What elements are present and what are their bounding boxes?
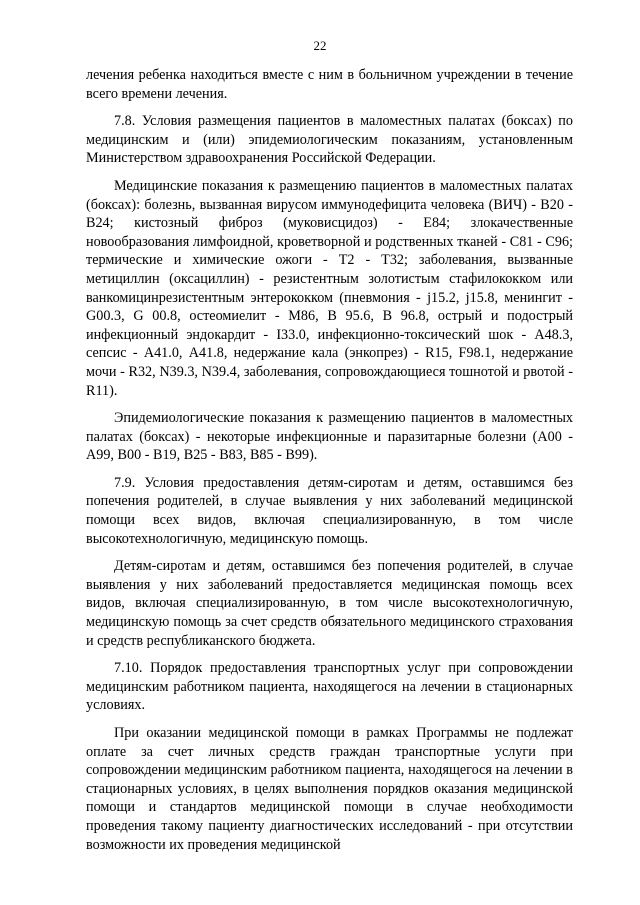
- epidemiological-indications-paragraph: Эпидемиологические показания к размещению пациентов в маломестных палатах (боксах) - некоторые инфекционные и паразитарные болезни (А00 - А99, В00 - В19, В25 - В83, В85 - В99).: [86, 410, 573, 464]
- paragraph-continuation: лечения ребенка находиться вместе с ним в больничном учреждении в течение всего времени лечения.: [86, 67, 573, 102]
- page-number: 22: [313, 38, 327, 53]
- section-7-10-heading: 7.10. Порядок предоставления транспортных услуг при сопровождении медицинским работником пациента, находящегося на лечении в стационарных условиях.: [86, 660, 573, 714]
- transport-services-paragraph: При оказании медицинской помощи в рамках Программы не подлежат оплате за счет личных средств граждан транспортные услуги при сопровождении медицинским работником пациента, находящегося на лечении в стационарных условиях, в целях выполнения порядков оказания медицинской помощи и стандартов медицинской помощи в случае необходимости проведения такому пациенту диагностических исследований - при отсутствии возможности их проведения медицинской: [86, 725, 573, 853]
- document-body: [86, 66, 573, 863]
- medical-indications-paragraph: Медицинские показания к размещению пациентов в маломестных палатах (боксах): болезнь, вызванная вирусом иммунодефицита человека (ВИЧ) - В20 - В24; кистозный фиброз (муковисцидоз) - Е84; злокачественные новообразования лимфоидной, кроветворной и родственных тканей - С81 - С96; термические и химические ожоги - Т2 - Т32; заболевания, вызванные метициллин (оксациллин) - резистентным золотистым стафилококком или ванкомицинрезистентным энтерококком (пневмония - j15.2, j15.8, менингит - G00.3, G 00.8, остеомиелит - М86, В 95.6, В 96.8, острый и подострый инфекционный эндокардит - I33.0, инфекционно-токсический шок - А48.3, сепсис - А41.0, А41.8, недержание кала (энкопрез) - R15, F98.1, недержание мочи - R32, N39.3, N39.4, заболевания, сопровождающиеся тошнотой и рвотой - R11).: [86, 177, 573, 399]
- section-7-9-heading: 7.9. Условия предоставления детям-сиротам и детям, оставшимся без попечения родителей, в случае выявления у них заболеваний медицинской помощи всех видов, включая специализированную, в том числе высокотехнологичную, медицинскую помощь.: [86, 474, 573, 547]
- orphans-care-paragraph: Детям-сиротам и детям, оставшимся без попечения родителей, в случае выявления у них заболеваний предоставляется медицинская помощь всех видов, включая специализированную, в том числе высокотехнологичную, медицинскую помощь за счет средств обязательного медицинского страхования и средств республиканского бюджета.: [86, 558, 573, 649]
- section-7-8-heading: 7.8. Условия размещения пациентов в маломестных палатах (боксах) по медицинским и (или) эпидемиологическим показаниям, установленным Министерством здравоохранения Российской Федерации.: [86, 113, 573, 167]
